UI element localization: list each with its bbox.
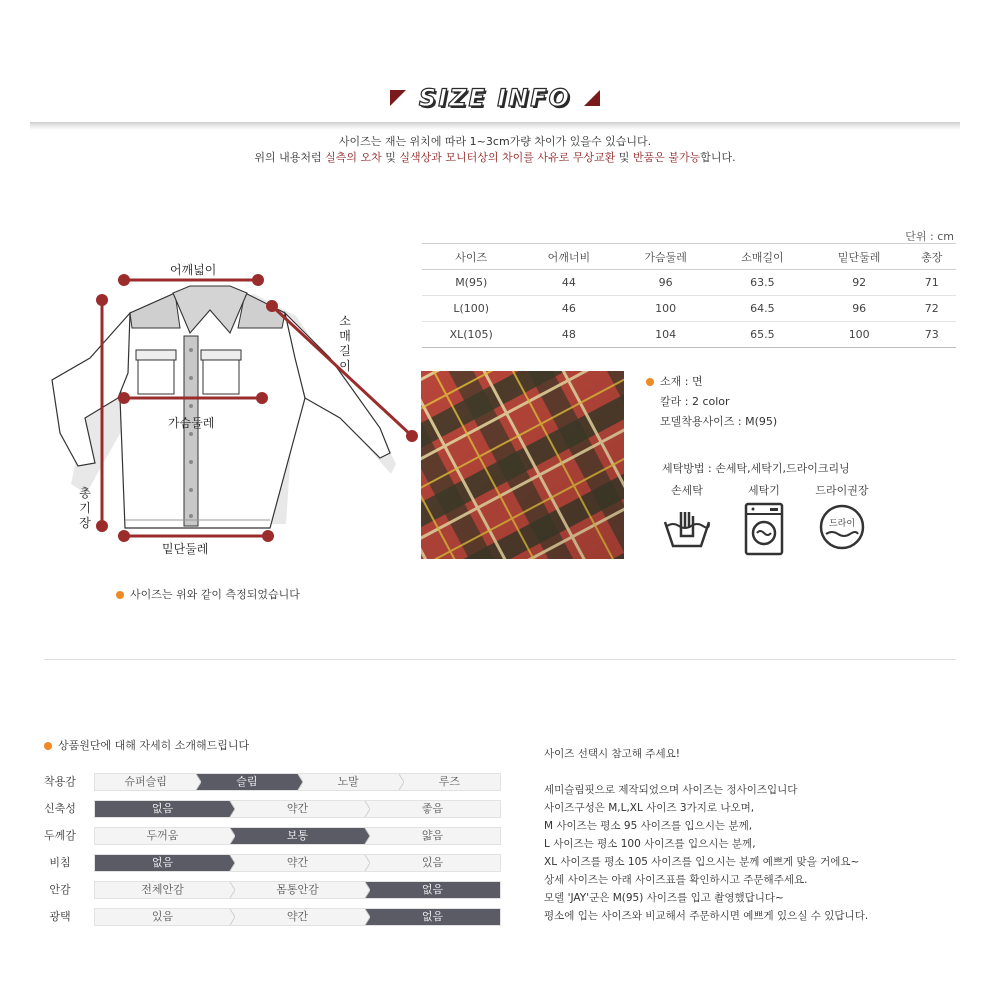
shoulder-label: 어깨넓이 [170,263,217,277]
size-notice [0,134,990,166]
size-info-header [0,84,990,124]
dry-clean-icon [814,502,870,552]
material-info [646,372,777,432]
chevron-separator-icon [360,882,370,898]
dry-clean-item [807,482,877,555]
chevron-separator-icon [225,801,235,817]
chevron-separator-icon [360,801,370,817]
wash-method-title: 세탁방법 : 손세탁,세탁기,드라이크리닝 [662,462,850,475]
chevron-separator-icon [191,774,201,790]
header-divider [30,122,960,130]
note-line: 세미슬림핏으로 제작되었으며 사이즈는 정사이즈입니다 [544,784,798,796]
orange-bullet-icon [44,742,52,750]
table-cell: 44 [520,270,617,296]
note-line: 사이즈구성은 M,L,XL 사이즈 3가지로 나오며, [544,802,755,814]
wash-label: 손세탁 [671,484,703,497]
table-cell: 72 [908,296,956,322]
chevron-separator-icon [225,909,235,925]
fabric-scale-bar [94,908,501,926]
note-line: 평소에 입는 사이즈와 비교해서 주문하시면 예쁘게 있으실 수 있답니다. [544,910,869,922]
fabric-scale-bar [94,827,501,845]
size-table-header [422,244,956,270]
unit-label: 단위 : cm [905,230,954,243]
chevron-separator-icon [360,909,370,925]
table-row [422,322,956,348]
wash-label: 드라이권장 [815,484,869,497]
fabric-scale-option: 있음 [421,856,444,869]
fabric-scale-bar [94,854,501,872]
right-triangle-ornament [584,90,600,106]
table-cell: 73 [908,322,956,348]
col-header: 밑단둘레 [811,244,908,270]
notice-line-1: 사이즈는 재는 위치에 따라 1~3cm가량 차이가 있을수 있습니다. [338,135,652,148]
chevron-separator-icon [360,855,370,871]
washing-machine-icon [736,498,792,562]
orange-bullet-icon [646,378,654,386]
fabric-swatch-image [421,371,624,559]
chest-label: 가슴둘레 [168,416,215,430]
table-cell: 48 [520,322,617,348]
section-title: SIZE INFO [418,84,572,112]
fabric-scale-option: 루즈 [438,775,460,788]
chevron-separator-icon [225,828,235,844]
table-row [422,270,956,296]
fabric-scale-label: 두께감 [44,829,76,842]
note-line [544,763,868,781]
model-size-line: 모델착용사이즈 : M(95) [660,415,778,428]
note-line: 상세 사이즈는 아래 사이즈표를 확인하시고 주문해주세요. [544,874,808,886]
table-cell: L(100) [422,296,520,322]
note-line: L 사이즈는 평소 100 사이즈를 입으시는 분께, [544,838,756,850]
table-cell: M(95) [422,270,520,296]
fabric-scale-label: 신축성 [44,802,76,815]
col-header: 어깨너비 [520,244,617,270]
sleeve-label: 소 매 길 이 [339,314,351,373]
fabric-scale-option: 약간 [286,856,309,869]
shirt-illustration [40,258,420,568]
table-cell: 100 [811,322,908,348]
fabric-scale-label: 안감 [49,883,71,896]
size-table [422,243,956,348]
col-header: 가슴둘레 [617,244,714,270]
fabric-info-title: 상품원단에 대해 자세히 소개해드립니다 [44,737,249,753]
fabric-scale-option-selected: 없음 [365,909,500,925]
notice-line-2: 위의 내용처럼 실측의 오차 및 실색상과 모니터상의 차이를 사유로 무상교환 및 반품은 불가능합니다. [254,151,736,164]
fabric-scale-option: 약간 [286,910,309,923]
fabric-scale-bar [94,800,501,818]
table-cell: 96 [617,270,714,296]
chevron-separator-icon [360,828,370,844]
orange-bullet-icon [116,591,124,599]
shirt-measurement-diagram [40,258,420,568]
machine-wash-item [729,482,799,565]
left-triangle-ornament [390,90,406,106]
fabric-scale-option: 있음 [151,910,174,923]
note-line: 사이즈 선택시 참고해 주세요! [544,748,680,760]
table-cell: 104 [617,322,714,348]
fabric-scale-option: 전체안감 [141,883,184,896]
fabric-scale-option: 좋음 [421,802,444,815]
table-cell: 46 [520,296,617,322]
fabric-line: 소재 : 면 [646,372,777,392]
table-cell: 64.5 [714,296,811,322]
col-header: 사이즈 [422,244,520,270]
table-cell: 100 [617,296,714,322]
fabric-scale-option-selected: 없음 [365,882,500,898]
table-cell: XL(105) [422,322,520,348]
table-cell: 71 [908,270,956,296]
fabric-scale-option-selected: 없음 [95,855,230,871]
col-header: 소매길이 [714,244,811,270]
fabric-scale-option-selected: 보통 [230,828,365,844]
fabric-scale-option-selected: 없음 [95,801,230,817]
hand-wash-icon [659,502,715,552]
note-line: M 사이즈는 평소 95 사이즈를 입으시는 분께, [544,820,753,832]
hem-label: 밑단둘레 [162,542,209,556]
svg-text:드라이: 드라이 [828,519,856,529]
table-cell: 65.5 [714,322,811,348]
note-line: 모델 'JAY'군은 M(95) 사이즈를 입고 촬영했답니다~ [544,892,784,904]
chevron-separator-icon [293,774,303,790]
table-cell: 63.5 [714,270,811,296]
fabric-scale-option: 슈퍼슬림 [124,775,167,788]
fabric-scale-bar [94,881,501,899]
hand-wash-item [652,482,722,555]
fabric-scale-label: 비침 [49,856,71,869]
fabric-scale-label: 광택 [49,910,71,923]
color-line: 칼라 : 2 color [660,395,730,408]
size-guide-notes [544,745,868,925]
fabric-scale-option-selected: 슬림 [196,774,297,790]
length-label: 총 기 장 [79,486,91,530]
note-line: XL 사이즈를 평소 105 사이즈를 입으시는 분께 예쁘게 맞을 거에요~ [544,856,860,868]
measure-note: 사이즈는 위와 같이 측정되었습니다 [116,586,300,602]
table-cell: 92 [811,270,908,296]
table-cell: 96 [811,296,908,322]
wash-label: 세탁기 [748,484,780,497]
chevron-separator-icon [225,882,235,898]
fabric-scale-option: 얇음 [421,829,444,842]
fabric-scale-option: 몸통안감 [276,883,319,896]
table-row [422,296,956,322]
fabric-scale-label: 착용감 [44,775,76,788]
fabric-scale-option: 약간 [286,802,309,815]
fabric-scale-option: 노말 [337,775,359,788]
chevron-separator-icon [394,774,404,790]
fabric-scale-option: 두꺼움 [146,829,179,842]
col-header: 총장 [908,244,956,270]
chevron-separator-icon [225,855,235,871]
section-divider [44,659,956,660]
fabric-scale-bar [94,773,501,791]
